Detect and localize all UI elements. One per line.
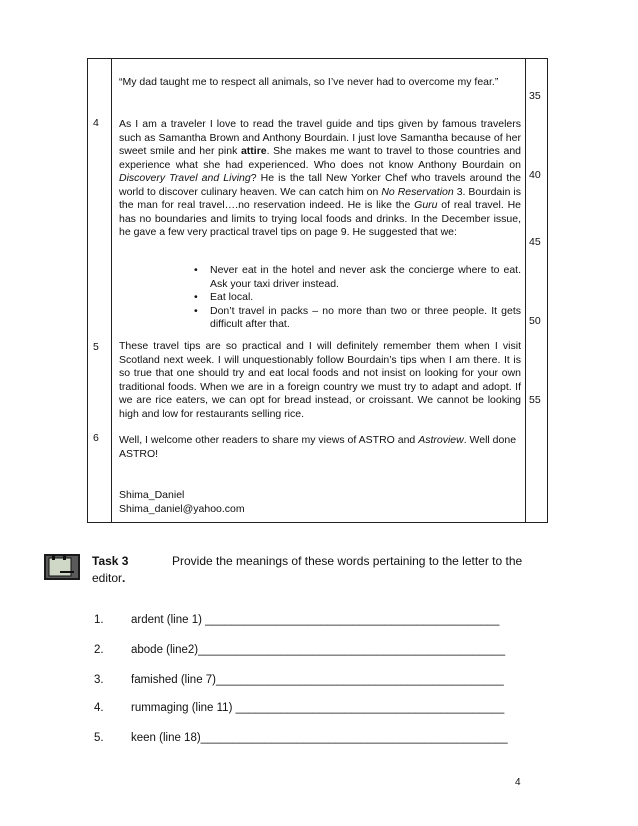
notepad-icon (43, 553, 81, 581)
task-text-line2: editor. (92, 571, 126, 585)
italic-word: Guru (414, 199, 438, 211)
show-title: No Reservation (381, 185, 454, 198)
page-number: 4 (515, 777, 521, 788)
paragraph-number: 4 (93, 117, 99, 129)
paragraph-number: 6 (93, 432, 99, 444)
list-item: • Eat local. (194, 291, 521, 305)
signature-name: Shima_Daniel (119, 489, 185, 501)
column-divider (111, 59, 112, 522)
line-number: 35 (529, 90, 541, 102)
show-title: Discovery Travel and Living (119, 172, 251, 184)
line-number: 40 (529, 169, 541, 181)
list-item: • Never eat in the hotel and never ask the concierge where to eat. Ask your taxi driver instead. (194, 264, 521, 291)
paragraph-6: Well, I welcome other readers to share my views of ASTRO and Astroview. Well done ASTRO! (119, 434, 517, 460)
line-number: 55 (529, 394, 541, 406)
task-text: Provide the meanings of these words pertaining to the letter to the (172, 554, 523, 568)
quote-paragraph: “My dad taught me to respect all animals, so I’ve never had to overcome my fear.” (119, 76, 499, 88)
paragraph-number: 5 (93, 341, 99, 353)
letter-table (87, 58, 548, 523)
line-number: 50 (529, 315, 541, 327)
bold-word: attire (240, 145, 267, 157)
italic-word: Astroview (418, 434, 464, 446)
task-instruction (92, 553, 546, 585)
signature-email: Shima_daniel@yahoo.com (119, 503, 245, 515)
paragraph-5: These travel tips are so practical and I will definitely remember them when I visit Scotland next week. I will unquestionably follow Bourdain’s tips when I am there. It is so true that one should try and eat local foods and not insist on looking for your own traditional foods. When we are in a foreign country we must try to adapt and adopt. If we are rice eaters, we can opt for bread instead, or croissant. We cannot be looking high and low for restaurants selling rice. (119, 340, 521, 420)
paragraph-4: As I am a traveler I love to read the travel guide and tips given by famous travelers such as Samantha Brown and Anthony Bourdain. I just love Samantha because of her sweet smile and her pink attire. She makes me want to travel to those countries and experience what she had experienced. Who does not know Anthony Bourdain on Discovery Travel and Living? He is the tall New Yorker Chef who travels around the world to discover culinary heaven. We can catch him on No Reservation 3. Bourdain is the man for real travel….no reservation indeed. He is like the Guru of real travel. He has no boundaries and limits to trying local foods and drinks. In the December issue, he gave a few very practical travel tips on page 9. He suggested that we: (119, 118, 521, 238)
tips-list (194, 264, 521, 332)
column-divider (525, 59, 526, 522)
list-item: • Don’t travel in packs – no more than two or three people. It gets difficult after that. (194, 305, 521, 332)
line-number: 45 (529, 236, 541, 248)
task-label: Task 3 (92, 554, 129, 568)
